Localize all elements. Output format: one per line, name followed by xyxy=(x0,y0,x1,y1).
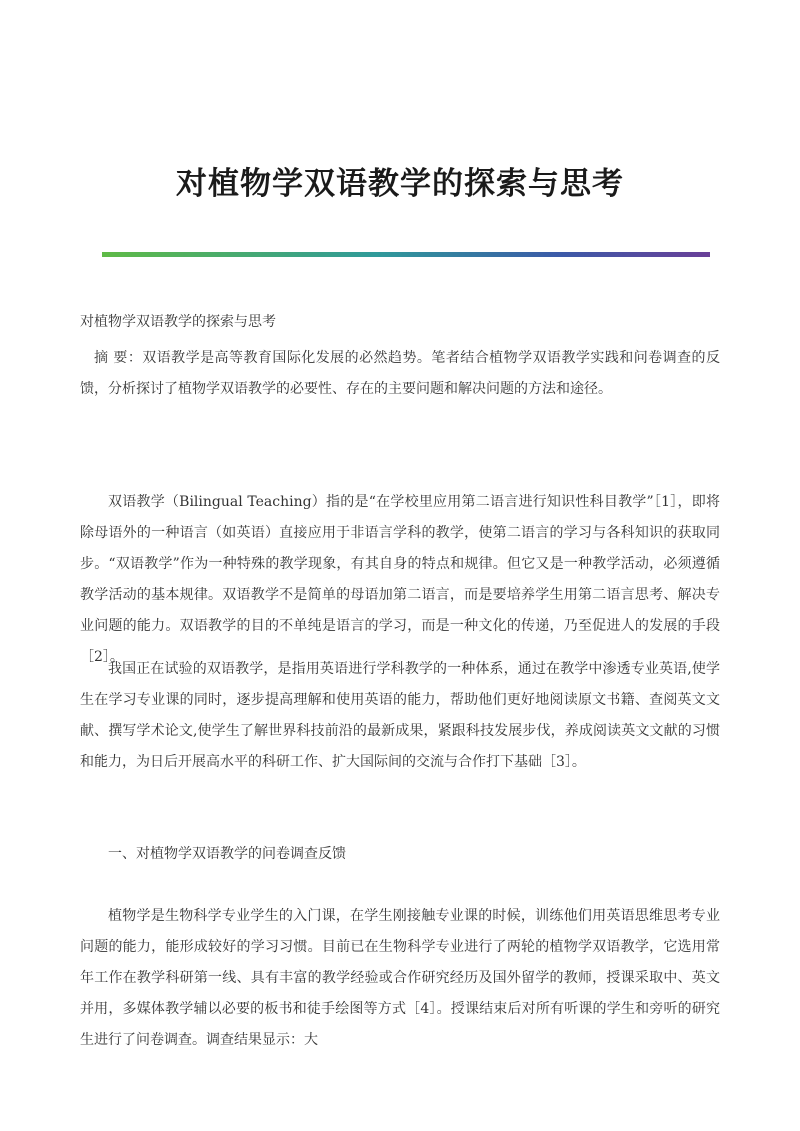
title-divider xyxy=(102,252,710,257)
document-title: 对植物学双语教学的探索与思考 xyxy=(176,166,624,202)
abstract-paragraph: 摘 要：双语教学是高等教育国际化发展的必然趋势。笔者结合植物学双语教学实践和问卷调查的反馈，分析探讨了植物学双语教学的必要性、存在的主要问题和解决问题的方法和途径。 xyxy=(80,350,720,397)
document-subtitle: 对植物学双语教学的探索与思考 xyxy=(80,314,276,330)
body-paragraph: 我国正在试验的双语教学，是指用英语进行学科教学的一种体系，通过在教学中渗透专业英语,使学生在学习专业课的同时，逐步提高理解和使用英语的能力，帮助他们更好地阅读原文书籍、查阅英文文献、撰写学术论文,使学生了解世界科技前沿的最新成果，紧跟科技发展步伐，养成阅读英文文献的习惯和能力，为日后开展高水平的科研工作、扩大国际间的交流与合作打下基础［3］。 xyxy=(80,661,720,770)
body-paragraph: 双语教学（Bilingual Teaching）指的是“在学校里应用第二语言进行知识性科目教学”［1］，即将除母语外的一种语言（如英语）直接应用于非语言学科的教学，使第二语言的学习与各科知识的获取同步。“双语教学”作为一种特殊的教学现象，有其自身的特点和规律。但它又是一种教学活动，必须遵循教学活动的基本规律。双语教学不是简单的母语加第二语言，而是要培养学生用第二语言思考、解决专业问题的能力。双语教学的目的不单纯是语言的学习，而是一种文化的传递，乃至促进人的发展的手段［2］。 xyxy=(80,494,720,665)
section-paragraph: 植物学是生物科学专业学生的入门课，在学生刚接触专业课的时候，训练他们用英语思维思考专业问题的能力，能形成较好的学习习惯。目前已在生物科学专业进行了两轮的植物学双语教学，它选用常年工作在教学科研第一线、具有丰富的教学经验或合作研究经历及国外留学的教师，授课采取中、英文并用，多媒体教学辅以必要的板书和徒手绘图等方式［4］。授课结束后对所有听课的学生和旁听的研究生进行了问卷调查。调查结果显示：大 xyxy=(80,908,720,1048)
section-heading: 一、对植物学双语教学的问卷调查反馈 xyxy=(108,846,346,862)
